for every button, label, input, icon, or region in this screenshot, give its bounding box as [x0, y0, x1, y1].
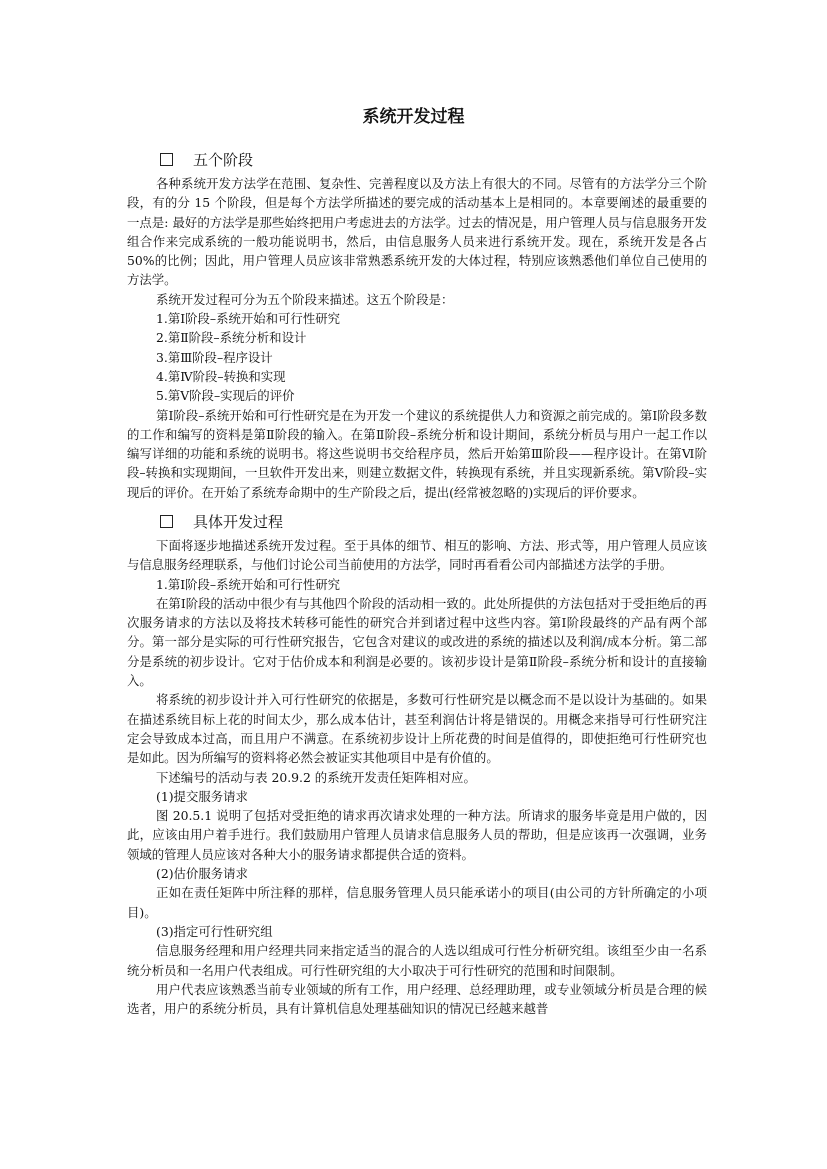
section-heading-label: 具体开发过程: [193, 513, 284, 531]
paragraph: 第Ⅰ阶段–系统开始和可行性研究是在为开发一个建议的系统提供人力和资源之前完成的。第Ⅰ阶段多数的工作和编写的资料是第Ⅱ阶段的输入。在第Ⅱ阶段–系统分析和设计期间，系统分析员与用户一起工作以编写详细的功能和系统的说明书。将这些说明书交给程序员，然后开始第Ⅲ阶段——程序设计。在第Ⅵ阶段–转换和实现期间，一旦软件开发出来，则建立数据文件，转换现有系统，并且实现新系统。第Ⅴ阶段–实现后的评价。在开始了系统寿命期中的生产阶段之后，提出(经常被忽略的)实现后的评价要求。: [127, 407, 707, 500]
section-heading-five-stages: [160, 150, 253, 170]
paragraph: 下面将逐步地描述系统开发过程。至于具体的细节、相互的影响、方法、形式等，用户管理人员应该与信息服务经理联系，与他们讨论公司当前使用的方法学，同时再看看公司内部描述方法学的手册。: [127, 538, 707, 573]
list-item: 4.第Ⅳ阶段–转换和实现: [156, 368, 286, 384]
checkbox-square-icon: [160, 515, 173, 528]
paragraph: 用户代表应该熟悉当前专业领域的所有工作，用户经理、总经理助理，或专业领域分析员是合理的候选者，用户的系统分析员，具有计算机信息处理基础知识的情况已经越来越普: [127, 981, 707, 1017]
section-body-five-stages: [127, 174, 707, 502]
paragraph: 正如在责任矩阵中所注释的那样，信息服务管理人员只能承诺小的项目(由公司的方针所确定的小项目)。: [127, 885, 707, 920]
paragraph: 系统开发过程可分为五个阶段来描述。这五个阶段是：: [156, 291, 454, 307]
list-item: 1.第Ⅰ阶段–系统开始和可行性研究: [156, 311, 340, 327]
paragraph: 在第Ⅰ阶段的活动中很少有与其他四个阶段的活动相一致的。此处所提供的方法包括对于受拒绝后的再次服务请求的方法以及将技术转移可能性的研究合并到诸过程中这些内容。第Ⅰ阶段最终的产品有两个部分。第一部分是实际的可行性研究报告，它包含对建议的或改进的系统的描述以及利润/成本分析。第二部分是系统的初步设计。它对于估价成本和利润是必要的。该初步设计是第Ⅱ阶段–系统分析和设计的直接输入。: [127, 595, 707, 689]
section-heading-label: 五个阶段: [193, 151, 254, 169]
subheading: (2)估价服务请求: [156, 866, 248, 882]
list-item: 3.第Ⅲ阶段–程序设计: [156, 349, 273, 365]
list-item: 5.第Ⅴ阶段–实现后的评价: [156, 388, 295, 404]
paragraph: 信息服务经理和用户经理共同来指定适当的混合的人选以组成可行性分析研究组。该组至少由一名系统分析员和一名用户代表组成。可行性研究组的大小取决于可行性研究的范围和时间限制。: [127, 943, 707, 978]
checkbox-square-icon: [160, 153, 173, 166]
list-item: 2.第Ⅱ阶段–系统分析和设计: [156, 330, 307, 346]
subheading: (1)提交服务请求: [156, 788, 248, 804]
document-title: 系统开发过程: [362, 107, 465, 127]
paragraph: 将系统的初步设计并入可行性研究的依据是，多数可行性研究是以概念而不是以设计为基础的。如果在描述系统目标上花的时间太少，那么成本估计，甚至利润估计将是错误的。用概念来指导可行性研究注定会导致成本过高，而且用户不满意。在系统初步设计上所花费的时间是值得的，即使拒绝可行性研究也是如此。因为所编写的资料将必然会被证实其他项目中是有价值的。: [127, 692, 707, 766]
paragraph: 图 20.5.1 说明了包括对受拒绝的请求再次请求处理的一种方法。所请求的服务毕竟是用户做的，因此，应该由用户着手进行。我们鼓励用户管理人员请求信息服务人员的帮助，但是应该再一次强调，业务领域的管理人员应该对各种大小的服务请求都提供合适的资料。: [127, 808, 707, 862]
section-body-detailed-process: [127, 536, 707, 1018]
subheading: (3)指定可行性研究组: [156, 923, 273, 939]
section-heading-detailed-process: [160, 512, 283, 532]
paragraph: 各种系统开发方法学在范围、复杂性、完善程度以及方法上有很大的不同。尽管有的方法学分三个阶段，有的分 15 个阶段，但是每个方法学所描述的要完成的活动基本上是相同的。本章要阐述的最重要的一点是: 最好的方法学是那些始终把用户考虑进去的方法学。过去的情况是，用户管理人员与信息服务开发组合作来完成系统的一般功能说明书，然后，由信息服务人员来进行系统开发。现在，系统开发是各占 50%的比例；因此，用户管理人员应该非常熟悉系统开发的大体过程，特别应该熟悉他们单位自己使用的方法学。: [127, 176, 707, 288]
paragraph: 下述编号的活动与表 20.9.2 的系统开发责任矩阵相对应。: [156, 769, 476, 785]
subheading: 1.第Ⅰ阶段–系统开始和可行性研究: [156, 576, 340, 592]
